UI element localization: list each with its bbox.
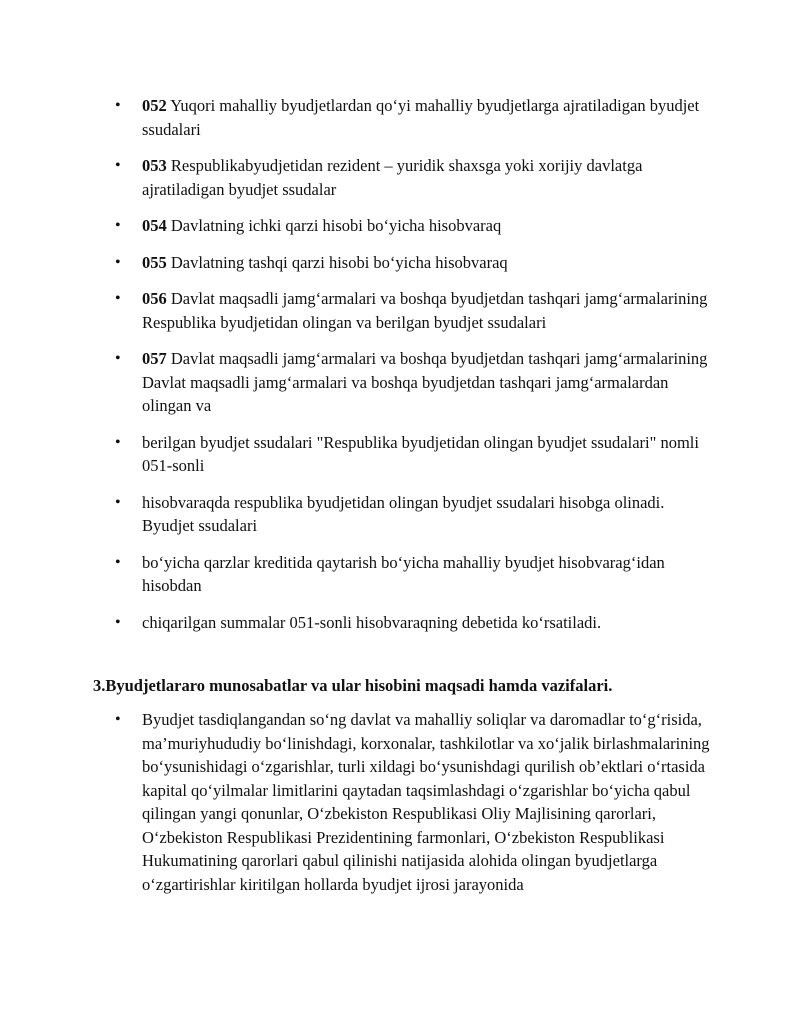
bullet-icon: • <box>115 157 121 174</box>
bullet-icon: • <box>115 433 121 451</box>
account-code: 053 <box>142 156 167 175</box>
item-text: chiqarilgan summalar 051-sonli hisobvaraqning debetida ko‘rsatiladi. <box>142 612 602 632</box>
bullet-icon: • <box>115 253 121 271</box>
list-item <box>0 708 800 896</box>
account-code: 055 <box>142 252 167 272</box>
list-item <box>0 154 800 201</box>
item-text: Davlat maqsadli jamg‘armalari va boshqa byudjetdan tashqari jamg‘armalarining Respublika byudjetidan olingan va berilgan byudjet ssudalari <box>142 289 708 332</box>
bullet-icon: • <box>115 350 121 367</box>
list-item <box>0 287 800 334</box>
item-text: Yuqori mahalliy byudjetlardan qo‘yi mahalliy byudjetlarga ajratiladigan byudjet ssudalari <box>142 96 700 139</box>
item-text: Davlatning tashqi qarzi hisobi bo‘yicha hisobvaraq <box>166 252 508 272</box>
item-text: hisobvaraqda respublika byudjetidan olingan byudjet ssudalari hisobga olinadi. Byudjet ssudalari <box>142 492 665 535</box>
item-text: bo‘yicha qarzlar kreditida qaytarish bo‘yicha mahalliy byudjet hisobvarag‘idan hisobdan <box>142 552 665 595</box>
bullet-icon: • <box>115 711 121 728</box>
list-item <box>0 551 800 598</box>
bullet-icon: • <box>115 493 121 511</box>
section-list <box>0 708 800 896</box>
item-text: berilgan byudjet ssudalari "Respublika byudjetidan olingan byudjet ssudalari" nomli 051-sonli <box>142 432 699 475</box>
list-item <box>0 94 800 141</box>
account-code: 057 <box>142 349 167 368</box>
bullet-icon: • <box>115 553 121 571</box>
bullet-icon: • <box>115 613 121 631</box>
item-text: Davlat maqsadli jamg‘armalari va boshqa byudjetdan tashqari jamg‘armalarining Davlat maqsadli jamg‘armalari va boshqa byudjetdan tashqari jamg‘armalardan olingan va <box>142 349 708 415</box>
list-item <box>0 251 800 275</box>
bullet-icon: • <box>115 97 121 114</box>
item-text: Byudjet tasdiqlangandan so‘ng davlat va mahalliy soliqlar va daromadlar to‘g‘risida, ma’muriyhududiy bo‘linishdagi, korxonalar, tashkilotlar va xo‘jalik birlashmalarining bo‘ysunishidagi o‘zgarishlar, turli xildagi bo‘ysunishdagi qurilish ob’ektlari o‘rtasida kapital qo‘yilmalar limitlarini qaytadan taqsimlashdagi o‘zgarishlar bo‘yicha qabul qilingan yangi qonunlar, O‘zbekiston Respublikasi Oliy Majlisining qarorlari, O‘zbekiston Respublikasi Prezidentining farmonlari, O‘zbekiston Respublikasi Hukumatining qarorlari qabul qilinishi natijasida alohida olingan byudjetlarga o‘zgartirishlar kiritilgan hollarda byudjet ijrosi jarayonida <box>142 710 710 894</box>
bullet-icon: • <box>115 217 121 234</box>
account-code: 052 <box>142 96 167 115</box>
account-code: 054 <box>142 216 167 235</box>
list-item <box>0 611 800 635</box>
list-item <box>0 347 800 418</box>
list-item <box>0 214 800 238</box>
item-text: Davlatning ichki qarzi hisobi bo‘yicha hisobvaraq <box>166 216 502 235</box>
section-heading: 3.Byudjetlararo munosabatlar va ular hisobini maqsadi hamda vazifalari. <box>93 676 613 695</box>
account-code: 056 <box>142 289 167 308</box>
item-text: Respublikabyudjetidan rezident – yuridik shaxsga yoki xorijiy davlatga ajratiladigan byudjet ssudalar <box>142 156 643 199</box>
account-list <box>0 94 800 647</box>
bullet-icon: • <box>115 290 121 307</box>
list-item <box>0 491 800 538</box>
list-item <box>0 431 800 478</box>
